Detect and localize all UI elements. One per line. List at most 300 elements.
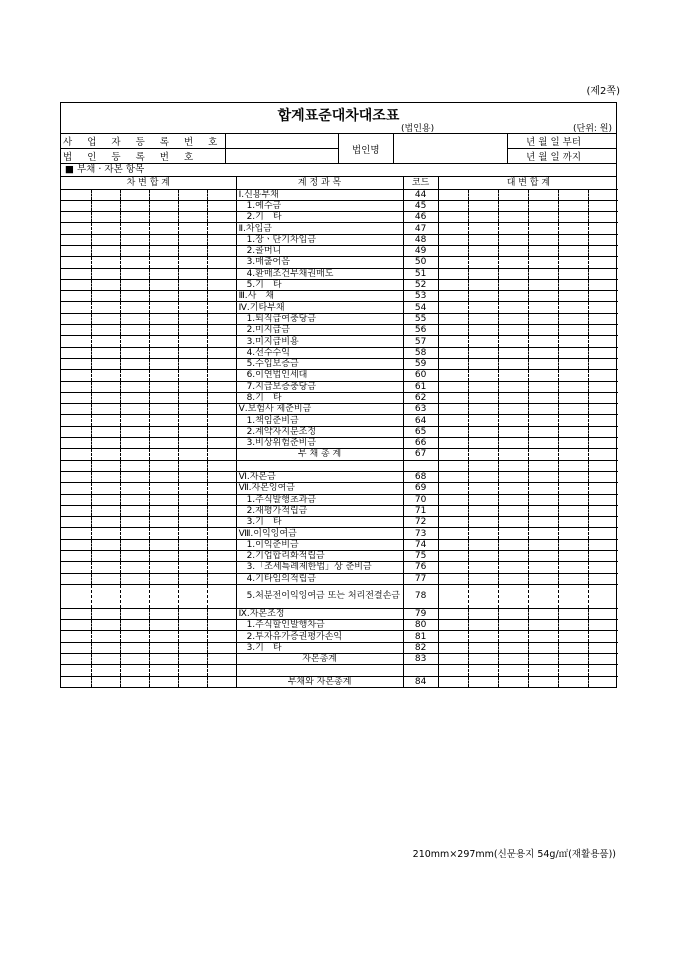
credit-amount-cell[interactable] bbox=[498, 404, 528, 415]
debit-amount-cell[interactable] bbox=[91, 665, 120, 676]
credit-amount-cell[interactable] bbox=[558, 631, 588, 642]
credit-amount-cell[interactable] bbox=[498, 494, 528, 505]
credit-amount-cell[interactable] bbox=[528, 573, 558, 584]
debit-amount-cell[interactable] bbox=[149, 257, 178, 268]
credit-amount-cell[interactable] bbox=[468, 460, 498, 471]
debit-amount-cell[interactable] bbox=[207, 562, 236, 573]
credit-amount-cell[interactable] bbox=[558, 460, 588, 471]
credit-amount-cell[interactable] bbox=[468, 551, 498, 562]
debit-amount-cell[interactable] bbox=[149, 449, 178, 460]
credit-amount-cell[interactable] bbox=[558, 449, 588, 460]
debit-amount-cell[interactable] bbox=[120, 471, 149, 482]
debit-amount-cell[interactable] bbox=[120, 347, 149, 358]
credit-amount-cell[interactable] bbox=[438, 291, 468, 302]
credit-amount-cell[interactable] bbox=[528, 234, 558, 245]
debit-amount-cell[interactable] bbox=[149, 189, 178, 200]
debit-amount-cell[interactable] bbox=[120, 257, 149, 268]
period-to[interactable]: 년 월 일 까지 bbox=[508, 149, 616, 164]
credit-amount-cell[interactable] bbox=[588, 528, 618, 539]
debit-amount-cell[interactable] bbox=[61, 517, 91, 528]
credit-amount-cell[interactable] bbox=[588, 245, 618, 256]
debit-amount-cell[interactable] bbox=[207, 358, 236, 369]
credit-amount-cell[interactable] bbox=[468, 562, 498, 573]
debit-amount-cell[interactable] bbox=[91, 257, 120, 268]
credit-amount-cell[interactable] bbox=[438, 551, 468, 562]
credit-amount-cell[interactable] bbox=[468, 573, 498, 584]
debit-amount-cell[interactable] bbox=[120, 460, 149, 471]
credit-amount-cell[interactable] bbox=[498, 370, 528, 381]
debit-amount-cell[interactable] bbox=[61, 505, 91, 516]
credit-amount-cell[interactable] bbox=[528, 505, 558, 516]
debit-amount-cell[interactable] bbox=[178, 279, 207, 290]
credit-amount-cell[interactable] bbox=[528, 245, 558, 256]
debit-amount-cell[interactable] bbox=[149, 483, 178, 494]
debit-amount-cell[interactable] bbox=[61, 358, 91, 369]
debit-amount-cell[interactable] bbox=[91, 415, 120, 426]
credit-amount-cell[interactable] bbox=[558, 325, 588, 336]
debit-amount-cell[interactable] bbox=[61, 460, 91, 471]
credit-amount-cell[interactable] bbox=[528, 392, 558, 403]
credit-amount-cell[interactable] bbox=[528, 449, 558, 460]
credit-amount-cell[interactable] bbox=[558, 584, 588, 608]
debit-amount-cell[interactable] bbox=[120, 223, 149, 234]
debit-amount-cell[interactable] bbox=[91, 279, 120, 290]
debit-amount-cell[interactable] bbox=[207, 551, 236, 562]
debit-amount-cell[interactable] bbox=[61, 415, 91, 426]
credit-amount-cell[interactable] bbox=[528, 302, 558, 313]
credit-amount-cell[interactable] bbox=[558, 415, 588, 426]
credit-amount-cell[interactable] bbox=[558, 471, 588, 482]
credit-amount-cell[interactable] bbox=[438, 392, 468, 403]
debit-amount-cell[interactable] bbox=[91, 404, 120, 415]
debit-amount-cell[interactable] bbox=[149, 517, 178, 528]
credit-amount-cell[interactable] bbox=[498, 189, 528, 200]
debit-amount-cell[interactable] bbox=[91, 302, 120, 313]
debit-amount-cell[interactable] bbox=[61, 257, 91, 268]
debit-amount-cell[interactable] bbox=[91, 325, 120, 336]
debit-amount-cell[interactable] bbox=[207, 426, 236, 437]
credit-amount-cell[interactable] bbox=[468, 392, 498, 403]
debit-amount-cell[interactable] bbox=[178, 460, 207, 471]
debit-amount-cell[interactable] bbox=[178, 517, 207, 528]
debit-amount-cell[interactable] bbox=[149, 608, 178, 619]
credit-amount-cell[interactable] bbox=[588, 302, 618, 313]
debit-amount-cell[interactable] bbox=[178, 620, 207, 631]
debit-amount-cell[interactable] bbox=[178, 539, 207, 550]
credit-amount-cell[interactable] bbox=[498, 608, 528, 619]
debit-amount-cell[interactable] bbox=[178, 325, 207, 336]
credit-amount-cell[interactable] bbox=[498, 562, 528, 573]
debit-amount-cell[interactable] bbox=[61, 608, 91, 619]
debit-amount-cell[interactable] bbox=[120, 200, 149, 211]
credit-amount-cell[interactable] bbox=[438, 438, 468, 449]
debit-amount-cell[interactable] bbox=[120, 302, 149, 313]
credit-amount-cell[interactable] bbox=[498, 358, 528, 369]
debit-amount-cell[interactable] bbox=[178, 665, 207, 676]
debit-amount-cell[interactable] bbox=[178, 404, 207, 415]
debit-amount-cell[interactable] bbox=[207, 449, 236, 460]
credit-amount-cell[interactable] bbox=[558, 245, 588, 256]
credit-amount-cell[interactable] bbox=[468, 268, 498, 279]
credit-amount-cell[interactable] bbox=[438, 642, 468, 653]
credit-amount-cell[interactable] bbox=[438, 449, 468, 460]
debit-amount-cell[interactable] bbox=[120, 415, 149, 426]
credit-amount-cell[interactable] bbox=[558, 189, 588, 200]
credit-amount-cell[interactable] bbox=[468, 415, 498, 426]
credit-amount-cell[interactable] bbox=[468, 642, 498, 653]
credit-amount-cell[interactable] bbox=[588, 257, 618, 268]
debit-amount-cell[interactable] bbox=[149, 438, 178, 449]
credit-amount-cell[interactable] bbox=[588, 347, 618, 358]
credit-amount-cell[interactable] bbox=[498, 528, 528, 539]
credit-amount-cell[interactable] bbox=[468, 584, 498, 608]
credit-amount-cell[interactable] bbox=[498, 302, 528, 313]
debit-amount-cell[interactable] bbox=[149, 665, 178, 676]
debit-amount-cell[interactable] bbox=[149, 268, 178, 279]
credit-amount-cell[interactable] bbox=[468, 631, 498, 642]
credit-amount-cell[interactable] bbox=[528, 551, 558, 562]
debit-amount-cell[interactable] bbox=[120, 291, 149, 302]
credit-amount-cell[interactable] bbox=[528, 336, 558, 347]
credit-amount-cell[interactable] bbox=[498, 245, 528, 256]
debit-amount-cell[interactable] bbox=[91, 654, 120, 665]
debit-amount-cell[interactable] bbox=[120, 654, 149, 665]
credit-amount-cell[interactable] bbox=[468, 494, 498, 505]
debit-amount-cell[interactable] bbox=[149, 302, 178, 313]
debit-amount-cell[interactable] bbox=[207, 370, 236, 381]
debit-amount-cell[interactable] bbox=[120, 325, 149, 336]
credit-amount-cell[interactable] bbox=[588, 313, 618, 324]
credit-amount-cell[interactable] bbox=[558, 268, 588, 279]
debit-amount-cell[interactable] bbox=[149, 676, 178, 687]
debit-amount-cell[interactable] bbox=[149, 620, 178, 631]
debit-amount-cell[interactable] bbox=[207, 494, 236, 505]
debit-amount-cell[interactable] bbox=[91, 460, 120, 471]
credit-amount-cell[interactable] bbox=[588, 517, 618, 528]
debit-amount-cell[interactable] bbox=[149, 245, 178, 256]
credit-amount-cell[interactable] bbox=[498, 573, 528, 584]
debit-amount-cell[interactable] bbox=[178, 631, 207, 642]
credit-amount-cell[interactable] bbox=[588, 189, 618, 200]
debit-amount-cell[interactable] bbox=[207, 642, 236, 653]
credit-amount-cell[interactable] bbox=[438, 223, 468, 234]
credit-amount-cell[interactable] bbox=[528, 358, 558, 369]
credit-amount-cell[interactable] bbox=[468, 608, 498, 619]
credit-amount-cell[interactable] bbox=[528, 381, 558, 392]
debit-amount-cell[interactable] bbox=[61, 665, 91, 676]
period-from[interactable]: 년 월 일 부터 bbox=[508, 134, 616, 149]
debit-amount-cell[interactable] bbox=[120, 268, 149, 279]
credit-amount-cell[interactable] bbox=[498, 620, 528, 631]
debit-amount-cell[interactable] bbox=[178, 358, 207, 369]
credit-amount-cell[interactable] bbox=[528, 665, 558, 676]
credit-amount-cell[interactable] bbox=[438, 620, 468, 631]
credit-amount-cell[interactable] bbox=[438, 404, 468, 415]
credit-amount-cell[interactable] bbox=[498, 449, 528, 460]
debit-amount-cell[interactable] bbox=[178, 528, 207, 539]
debit-amount-cell[interactable] bbox=[178, 223, 207, 234]
corp-reg-number-field[interactable] bbox=[226, 149, 338, 164]
credit-amount-cell[interactable] bbox=[558, 562, 588, 573]
debit-amount-cell[interactable] bbox=[149, 279, 178, 290]
credit-amount-cell[interactable] bbox=[468, 223, 498, 234]
debit-amount-cell[interactable] bbox=[91, 620, 120, 631]
debit-amount-cell[interactable] bbox=[207, 631, 236, 642]
debit-amount-cell[interactable] bbox=[178, 313, 207, 324]
credit-amount-cell[interactable] bbox=[498, 336, 528, 347]
debit-amount-cell[interactable] bbox=[207, 404, 236, 415]
credit-amount-cell[interactable] bbox=[558, 212, 588, 223]
debit-amount-cell[interactable] bbox=[207, 415, 236, 426]
debit-amount-cell[interactable] bbox=[91, 392, 120, 403]
credit-amount-cell[interactable] bbox=[528, 654, 558, 665]
debit-amount-cell[interactable] bbox=[91, 358, 120, 369]
debit-amount-cell[interactable] bbox=[91, 245, 120, 256]
debit-amount-cell[interactable] bbox=[120, 505, 149, 516]
debit-amount-cell[interactable] bbox=[61, 620, 91, 631]
debit-amount-cell[interactable] bbox=[61, 336, 91, 347]
credit-amount-cell[interactable] bbox=[558, 551, 588, 562]
debit-amount-cell[interactable] bbox=[149, 223, 178, 234]
debit-amount-cell[interactable] bbox=[120, 483, 149, 494]
credit-amount-cell[interactable] bbox=[468, 325, 498, 336]
debit-amount-cell[interactable] bbox=[61, 313, 91, 324]
credit-amount-cell[interactable] bbox=[498, 381, 528, 392]
debit-amount-cell[interactable] bbox=[61, 573, 91, 584]
biz-reg-number-field[interactable] bbox=[226, 134, 338, 149]
debit-amount-cell[interactable] bbox=[207, 302, 236, 313]
debit-amount-cell[interactable] bbox=[207, 471, 236, 482]
credit-amount-cell[interactable] bbox=[588, 483, 618, 494]
credit-amount-cell[interactable] bbox=[468, 665, 498, 676]
debit-amount-cell[interactable] bbox=[91, 471, 120, 482]
debit-amount-cell[interactable] bbox=[207, 212, 236, 223]
debit-amount-cell[interactable] bbox=[120, 336, 149, 347]
credit-amount-cell[interactable] bbox=[468, 313, 498, 324]
debit-amount-cell[interactable] bbox=[61, 381, 91, 392]
debit-amount-cell[interactable] bbox=[120, 358, 149, 369]
debit-amount-cell[interactable] bbox=[120, 245, 149, 256]
debit-amount-cell[interactable] bbox=[149, 212, 178, 223]
credit-amount-cell[interactable] bbox=[438, 257, 468, 268]
debit-amount-cell[interactable] bbox=[149, 426, 178, 437]
credit-amount-cell[interactable] bbox=[558, 494, 588, 505]
credit-amount-cell[interactable] bbox=[528, 483, 558, 494]
credit-amount-cell[interactable] bbox=[528, 438, 558, 449]
credit-amount-cell[interactable] bbox=[498, 223, 528, 234]
debit-amount-cell[interactable] bbox=[178, 200, 207, 211]
credit-amount-cell[interactable] bbox=[588, 551, 618, 562]
credit-amount-cell[interactable] bbox=[528, 528, 558, 539]
debit-amount-cell[interactable] bbox=[61, 302, 91, 313]
credit-amount-cell[interactable] bbox=[468, 676, 498, 687]
debit-amount-cell[interactable] bbox=[207, 200, 236, 211]
debit-amount-cell[interactable] bbox=[91, 426, 120, 437]
credit-amount-cell[interactable] bbox=[558, 573, 588, 584]
credit-amount-cell[interactable] bbox=[528, 404, 558, 415]
debit-amount-cell[interactable] bbox=[61, 200, 91, 211]
credit-amount-cell[interactable] bbox=[498, 426, 528, 437]
credit-amount-cell[interactable] bbox=[558, 358, 588, 369]
credit-amount-cell[interactable] bbox=[438, 189, 468, 200]
debit-amount-cell[interactable] bbox=[120, 381, 149, 392]
debit-amount-cell[interactable] bbox=[61, 642, 91, 653]
credit-amount-cell[interactable] bbox=[528, 642, 558, 653]
debit-amount-cell[interactable] bbox=[61, 449, 91, 460]
debit-amount-cell[interactable] bbox=[178, 573, 207, 584]
debit-amount-cell[interactable] bbox=[91, 551, 120, 562]
debit-amount-cell[interactable] bbox=[178, 483, 207, 494]
debit-amount-cell[interactable] bbox=[207, 438, 236, 449]
credit-amount-cell[interactable] bbox=[528, 631, 558, 642]
debit-amount-cell[interactable] bbox=[91, 347, 120, 358]
debit-amount-cell[interactable] bbox=[207, 234, 236, 245]
credit-amount-cell[interactable] bbox=[528, 279, 558, 290]
credit-amount-cell[interactable] bbox=[468, 291, 498, 302]
credit-amount-cell[interactable] bbox=[558, 438, 588, 449]
credit-amount-cell[interactable] bbox=[438, 517, 468, 528]
credit-amount-cell[interactable] bbox=[498, 505, 528, 516]
debit-amount-cell[interactable] bbox=[61, 654, 91, 665]
credit-amount-cell[interactable] bbox=[528, 562, 558, 573]
credit-amount-cell[interactable] bbox=[588, 471, 618, 482]
credit-amount-cell[interactable] bbox=[528, 313, 558, 324]
credit-amount-cell[interactable] bbox=[558, 200, 588, 211]
credit-amount-cell[interactable] bbox=[588, 392, 618, 403]
debit-amount-cell[interactable] bbox=[149, 404, 178, 415]
debit-amount-cell[interactable] bbox=[207, 460, 236, 471]
credit-amount-cell[interactable] bbox=[588, 336, 618, 347]
debit-amount-cell[interactable] bbox=[61, 279, 91, 290]
credit-amount-cell[interactable] bbox=[438, 370, 468, 381]
credit-amount-cell[interactable] bbox=[498, 539, 528, 550]
debit-amount-cell[interactable] bbox=[178, 471, 207, 482]
credit-amount-cell[interactable] bbox=[468, 358, 498, 369]
credit-amount-cell[interactable] bbox=[558, 291, 588, 302]
credit-amount-cell[interactable] bbox=[528, 460, 558, 471]
debit-amount-cell[interactable] bbox=[120, 642, 149, 653]
credit-amount-cell[interactable] bbox=[498, 279, 528, 290]
credit-amount-cell[interactable] bbox=[558, 505, 588, 516]
credit-amount-cell[interactable] bbox=[528, 539, 558, 550]
credit-amount-cell[interactable] bbox=[438, 562, 468, 573]
debit-amount-cell[interactable] bbox=[207, 620, 236, 631]
credit-amount-cell[interactable] bbox=[438, 279, 468, 290]
debit-amount-cell[interactable] bbox=[149, 528, 178, 539]
credit-amount-cell[interactable] bbox=[438, 415, 468, 426]
debit-amount-cell[interactable] bbox=[120, 631, 149, 642]
debit-amount-cell[interactable] bbox=[207, 291, 236, 302]
debit-amount-cell[interactable] bbox=[91, 539, 120, 550]
credit-amount-cell[interactable] bbox=[558, 620, 588, 631]
credit-amount-cell[interactable] bbox=[588, 212, 618, 223]
debit-amount-cell[interactable] bbox=[207, 223, 236, 234]
debit-amount-cell[interactable] bbox=[61, 631, 91, 642]
debit-amount-cell[interactable] bbox=[178, 381, 207, 392]
credit-amount-cell[interactable] bbox=[528, 608, 558, 619]
credit-amount-cell[interactable] bbox=[468, 517, 498, 528]
credit-amount-cell[interactable] bbox=[588, 539, 618, 550]
debit-amount-cell[interactable] bbox=[120, 494, 149, 505]
credit-amount-cell[interactable] bbox=[588, 358, 618, 369]
credit-amount-cell[interactable] bbox=[528, 200, 558, 211]
credit-amount-cell[interactable] bbox=[588, 665, 618, 676]
debit-amount-cell[interactable] bbox=[120, 234, 149, 245]
credit-amount-cell[interactable] bbox=[558, 608, 588, 619]
credit-amount-cell[interactable] bbox=[468, 505, 498, 516]
debit-amount-cell[interactable] bbox=[178, 415, 207, 426]
debit-amount-cell[interactable] bbox=[178, 257, 207, 268]
debit-amount-cell[interactable] bbox=[149, 234, 178, 245]
credit-amount-cell[interactable] bbox=[468, 528, 498, 539]
debit-amount-cell[interactable] bbox=[91, 573, 120, 584]
debit-amount-cell[interactable] bbox=[91, 189, 120, 200]
credit-amount-cell[interactable] bbox=[468, 483, 498, 494]
debit-amount-cell[interactable] bbox=[149, 631, 178, 642]
debit-amount-cell[interactable] bbox=[120, 189, 149, 200]
debit-amount-cell[interactable] bbox=[178, 212, 207, 223]
credit-amount-cell[interactable] bbox=[528, 471, 558, 482]
credit-amount-cell[interactable] bbox=[588, 415, 618, 426]
credit-amount-cell[interactable] bbox=[438, 268, 468, 279]
debit-amount-cell[interactable] bbox=[61, 551, 91, 562]
debit-amount-cell[interactable] bbox=[207, 257, 236, 268]
debit-amount-cell[interactable] bbox=[207, 665, 236, 676]
debit-amount-cell[interactable] bbox=[91, 483, 120, 494]
credit-amount-cell[interactable] bbox=[588, 449, 618, 460]
debit-amount-cell[interactable] bbox=[149, 551, 178, 562]
credit-amount-cell[interactable] bbox=[468, 212, 498, 223]
credit-amount-cell[interactable] bbox=[498, 268, 528, 279]
credit-amount-cell[interactable] bbox=[588, 631, 618, 642]
credit-amount-cell[interactable] bbox=[498, 517, 528, 528]
credit-amount-cell[interactable] bbox=[498, 392, 528, 403]
debit-amount-cell[interactable] bbox=[178, 291, 207, 302]
debit-amount-cell[interactable] bbox=[61, 483, 91, 494]
debit-amount-cell[interactable] bbox=[120, 573, 149, 584]
debit-amount-cell[interactable] bbox=[120, 212, 149, 223]
debit-amount-cell[interactable] bbox=[178, 562, 207, 573]
credit-amount-cell[interactable] bbox=[528, 268, 558, 279]
debit-amount-cell[interactable] bbox=[91, 584, 120, 608]
credit-amount-cell[interactable] bbox=[558, 642, 588, 653]
debit-amount-cell[interactable] bbox=[91, 449, 120, 460]
credit-amount-cell[interactable] bbox=[438, 358, 468, 369]
debit-amount-cell[interactable] bbox=[207, 392, 236, 403]
credit-amount-cell[interactable] bbox=[438, 426, 468, 437]
credit-amount-cell[interactable] bbox=[528, 347, 558, 358]
debit-amount-cell[interactable] bbox=[207, 245, 236, 256]
debit-amount-cell[interactable] bbox=[120, 528, 149, 539]
credit-amount-cell[interactable] bbox=[468, 189, 498, 200]
credit-amount-cell[interactable] bbox=[528, 325, 558, 336]
credit-amount-cell[interactable] bbox=[438, 631, 468, 642]
credit-amount-cell[interactable] bbox=[468, 347, 498, 358]
credit-amount-cell[interactable] bbox=[498, 257, 528, 268]
debit-amount-cell[interactable] bbox=[149, 562, 178, 573]
debit-amount-cell[interactable] bbox=[120, 426, 149, 437]
debit-amount-cell[interactable] bbox=[178, 234, 207, 245]
debit-amount-cell[interactable] bbox=[91, 505, 120, 516]
credit-amount-cell[interactable] bbox=[438, 676, 468, 687]
credit-amount-cell[interactable] bbox=[528, 291, 558, 302]
credit-amount-cell[interactable] bbox=[588, 223, 618, 234]
debit-amount-cell[interactable] bbox=[207, 381, 236, 392]
credit-amount-cell[interactable] bbox=[558, 392, 588, 403]
credit-amount-cell[interactable] bbox=[588, 573, 618, 584]
debit-amount-cell[interactable] bbox=[178, 551, 207, 562]
credit-amount-cell[interactable] bbox=[558, 381, 588, 392]
